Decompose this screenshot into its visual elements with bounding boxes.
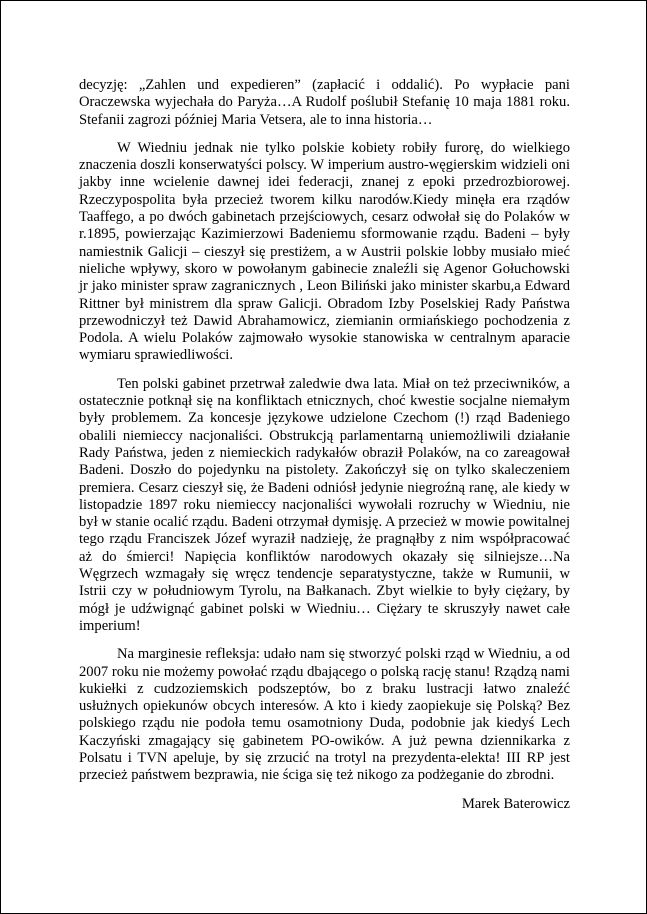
paragraph-4: Na marginesie refleksja: udało nam się stworzyć polski rząd w Wiedniu, a od 2007 roku nie możemy powołać rządu dbającego o polską rację stanu! Rządzą nami kukiełki z cudzoziemskich podszeptów, bo z braku lustracji łatwo znaleźć usłużnych opiekunów obcych interesów. A kto i kiedy zaopiekuje się Polską? Bez polskiego rządu nie podoła temu osamotniony Duda, podobnie jak kiedyś Lech Kaczyński zmagający się gabinetem PO-owików. A już pewna dziennikarka z Polsatu i TVN apeluje, by się zrzucić na trotyl na prezydenta-elekta! III RP jest przecież państwem bezprawia, nie ściga się też nikogo za podżeganie do zbrodni. — [79, 646, 570, 784]
paragraph-2: W Wiedniu jednak nie tylko polskie kobiety robiły furorę, do wielkiego znaczenia doszli konserwatyści polscy. W imperium austro-węgierskim widzieli oni jakby inne wcielenie dawnej idei federacji, znanej z epoki przedrozbiorowej. Rzeczypospolita była przecież tworem kilku narodów.Kiedy minęła era rządów Taaffego, a po dwóch gabinetach przejściowych, cesarz odwołał się do Polaków w r.1895, powierzając Kazimierzowi Badeniemu sformowanie rządu. Badeni – były namiestnik Galicji – cieszył się prestiżem, a w Austrii polskie lobby musiało mieć nieliche wpływy, skoro w powołanym gabinecie znaleźli się Agenor Gołuchowski jr jako minister spraw zagranicznych , Leon Biliński jako minister skarbu,a Edward Rittner był ministrem dla spraw Galicji. Obradom Izby Poselskiej Rady Państwa przewodniczył też Dawid Abrahamowicz, ziemianin ormiańskiego pochodzenia z Podola. A wielu Polaków zajmowało wysokie stanowiska w centralnym aparacie wymiaru sprawiedliwości. — [79, 139, 570, 364]
paragraph-1: decyzję: „Zahlen und expedieren” (zapłacić i oddalić). Po wypłacie pani Oraczewska wyjechała do Paryża…A Rudolf poślubił Stefanię 10 maja 1881 roku. Stefanii zagrozi później Maria Vetsera, ale to inna historia… — [79, 77, 570, 128]
paragraph-3: Ten polski gabinet przetrwał zaledwie dwa lata. Miał on też przeciwników, a ostatecznie potknął się na konfliktach etnicznych, choć kwestie socjalne niemałym były problemem. Za koncesje językowe udzielone Czechom (!) rząd Badeniego obalili niemieccy nacjonaliści. Obstrukcją parlamentarną uniemożliwili działanie Rady Państwa, jeden z niemieckich radykałów obraził Polaków, na co zareagował Badeni. Doszło do pojedynku na pistolety. Zakończył się on tylko skaleczeniem premiera. Cesarz cieszył się, że Badeni odniósł jedynie niegroźną ranę, ale kiedy w listopadzie 1897 roku niemieccy nacjonaliści wywołali rozruchy w Wiedniu, nie był w stanie ocalić rządu. Badeni otrzymał dymisję. A przecież w mowie powitalnej tego rządu Franciszek Józef wyraził nadzieję, że pragnąłby z nim współpracować aż do śmierci! Napięcia konfliktów narodowych okazały się silniejsze…Na Węgrzech wzmagały się wręcz tendencje separatystyczne, także w Rumunii, w Istrii czy w południowym Tyrolu, na Bałkanach. Zbyt wielkie to były ciężary, by mógł je udźwignąć gabinet polski w Wiedniu… Ciężary te skruszyły nawet całe imperium! — [79, 375, 570, 634]
article-body — [79, 77, 570, 813]
author-signature: Marek Baterowicz — [461, 795, 570, 812]
